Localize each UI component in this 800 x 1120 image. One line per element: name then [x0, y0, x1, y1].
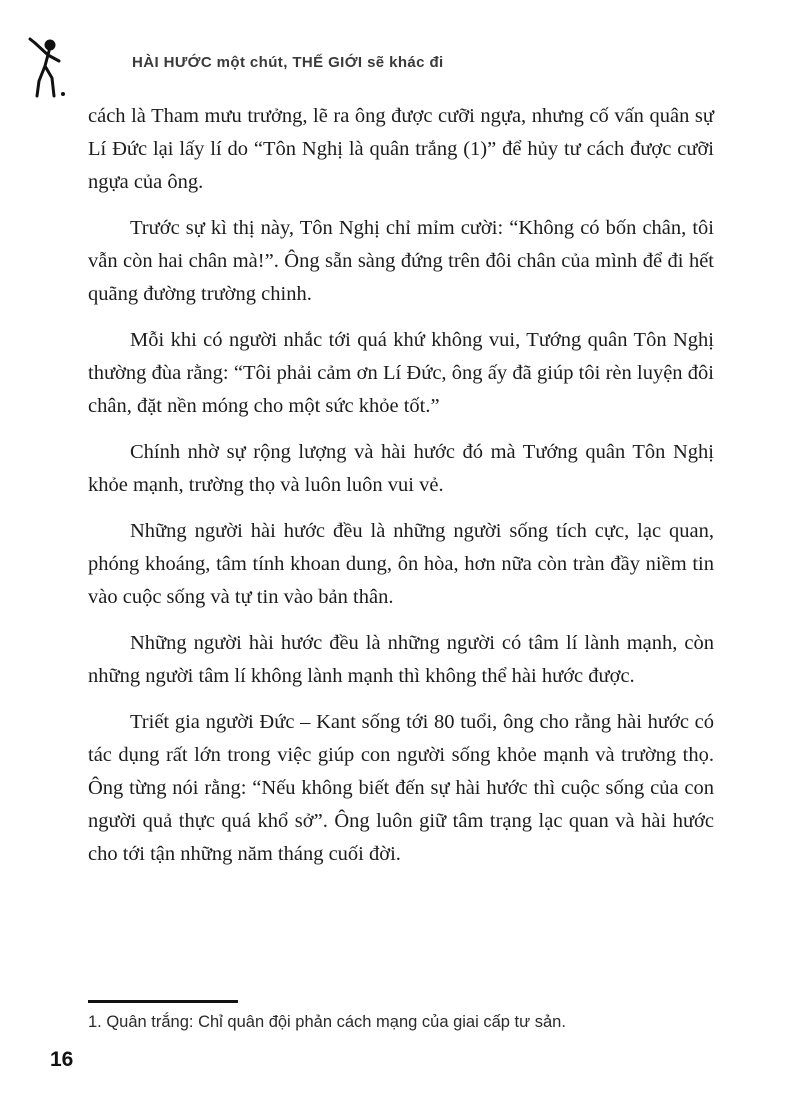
paragraph: cách là Tham mưu trưởng, lẽ ra ông được cưỡi ngựa, nhưng cố vấn quân sự Lí Đức lại lấy lí do “Tôn Nghị là quân trắng (1)” để hủy tư cách được cưỡi ngựa của ông. [88, 105, 714, 193]
page-header [26, 36, 712, 102]
paragraph: Những người hài hước đều là những người có tâm lí lành mạnh, còn những người tâm lí không lành mạnh thì không thể hài hước được. [88, 632, 714, 687]
paragraph: Chính nhờ sự rộng lượng và hài hước đó mà Tướng quân Tôn Nghị khỏe mạnh, trường thọ và luôn luôn vui vẻ. [88, 441, 714, 496]
footnote-divider [88, 1000, 238, 1003]
body-text [88, 100, 714, 884]
paragraph: Triết gia người Đức – Kant sống tới 80 tuổi, ông cho rằng hài hước có tác dụng rất lớn trong việc giúp con người sống khỏe mạnh và trường thọ. Ông từng nói rằng: “Nếu không biết đến sự hài hước thì cuộc sống của con người quả thực quá khổ sở”. Ông luôn giữ tâm trạng lạc quan và hài hước cho tới tận những năm tháng cuối đời. [88, 711, 714, 865]
paragraph: Mỗi khi có người nhắc tới quá khứ không vui, Tướng quân Tôn Nghị thường đùa rằng: “Tôi phải cảm ơn Lí Đức, ông ấy đã giúp tôi rèn luyện đôi chân, đặt nền móng cho một sức khỏe tốt.” [88, 329, 714, 417]
page-number: 16 [50, 1048, 74, 1071]
paragraph: Trước sự kì thị này, Tôn Nghị chỉ mỉm cười: “Không có bốn chân, tôi vẫn còn hai chân mà!”. Ông sẵn sàng đứng trên đôi chân của mình để đi hết quãng đường trường chinh. [88, 217, 714, 305]
paragraph: Những người hài hước đều là những người sống tích cực, lạc quan, phóng khoáng, tâm tính khoan dung, ôn hòa, hơn nữa còn tràn đầy niềm tin vào cuộc sống và tự tin vào bản thân. [88, 520, 714, 608]
footnote-text: 1. Quân trắng: Chỉ quân đội phản cách mạng của giai cấp tư sản. [88, 1013, 566, 1031]
running-head: HÀI HƯỚC một chút, THẾ GIỚI sẽ khác đi [132, 54, 444, 71]
golfer-icon [26, 36, 70, 102]
footnote-area [88, 1000, 714, 1032]
